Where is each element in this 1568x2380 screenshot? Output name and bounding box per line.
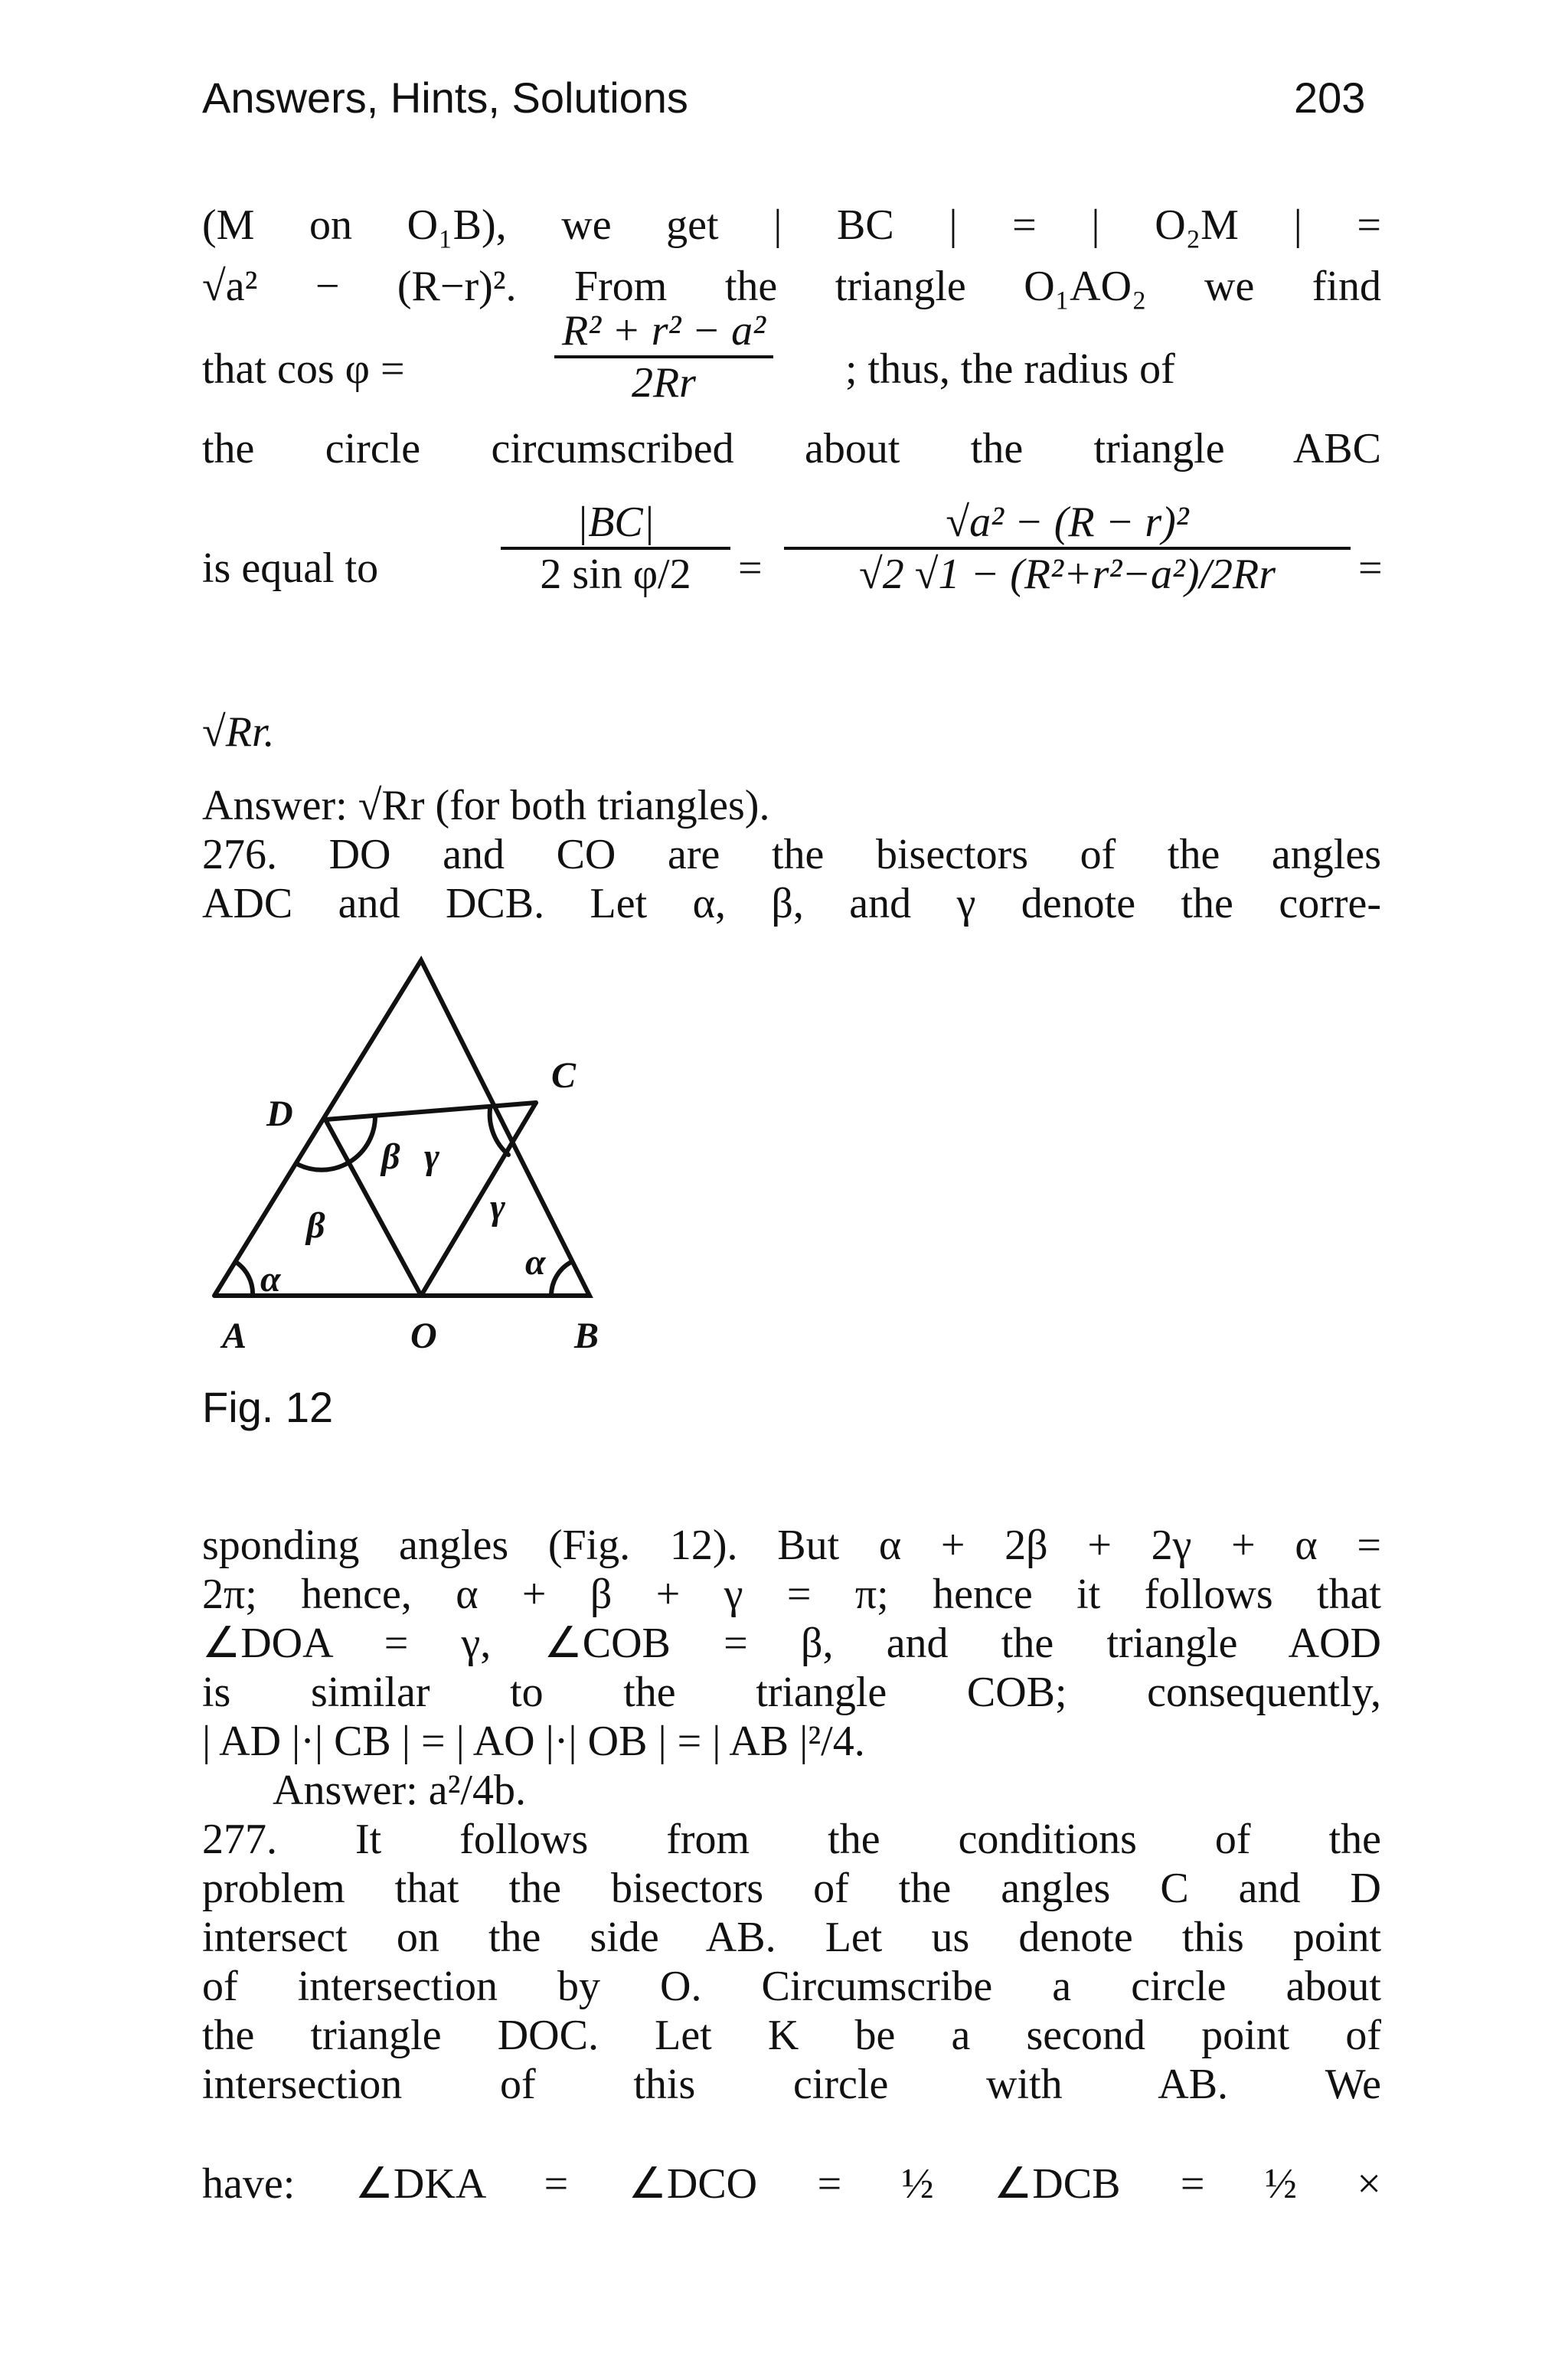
label-alpha-left: α [260, 1259, 281, 1300]
segment-do [325, 1120, 421, 1296]
text-line: is similar to the triangle COB; consequently, [202, 1669, 1381, 1716]
fraction [784, 498, 1351, 599]
label-d: D [266, 1094, 293, 1134]
numerator: R² + r² − a² [554, 306, 773, 358]
page-number: 203 [1294, 74, 1366, 122]
formula-cos-phi [202, 306, 1381, 406]
text-fragment: ; thus, the radius of [845, 345, 1175, 393]
segment-co [421, 1103, 536, 1296]
running-header: Answers, Hints, Solutions [202, 74, 688, 122]
fraction [554, 306, 773, 407]
text-line: have: ∠DKA = ∠DCO = ½ ∠DCB = ½ × [202, 2160, 1381, 2208]
segment-dc [325, 1103, 536, 1120]
label-alpha-right: α [525, 1242, 546, 1283]
label-a: A [222, 1316, 247, 1356]
arc-alpha-left [236, 1262, 253, 1296]
label-o: O [410, 1316, 437, 1356]
arc-alpha-right [551, 1262, 571, 1296]
fraction [501, 498, 730, 599]
figure-12-triangle [191, 934, 620, 1363]
text-line: intersection of this circle with AB. We [202, 2061, 1381, 2108]
text-line: √a² − (R−r)². From the triangle O₁AO₂ we find [202, 263, 1381, 310]
text-line: the circle circumscribed about the triangle ABC [202, 425, 1381, 472]
label-gamma-low: γ [490, 1187, 505, 1228]
text-line: intersect on the side AB. Let us denote this point [202, 1914, 1381, 1961]
text-fragment: is equal to [202, 544, 379, 592]
numerator: √a² − (R − r)² [784, 498, 1351, 550]
text-line: (M on O₁B), we get | BC | = | O₂M | = [202, 201, 1381, 249]
text-line: 277. It follows from the conditions of the [202, 1816, 1381, 1863]
answer-line: Answer: a²/4b. [273, 1767, 526, 1814]
label-beta-top: β [381, 1136, 400, 1177]
label-b: B [574, 1316, 599, 1356]
denominator: √2 √1 − (R²+r²−a²)/2Rr [858, 551, 1276, 598]
denominator: 2 sin φ/2 [540, 551, 691, 598]
text-line: ADC and DCB. Let α, β, and γ denote the corre- [202, 880, 1381, 927]
answer-line: Answer: √Rr (for both triangles). [202, 782, 770, 829]
numerator: |BC| [501, 498, 730, 550]
figure-caption: Fig. 12 [202, 1383, 334, 1431]
label-gamma-top: γ [424, 1136, 439, 1177]
text-line: of intersection by O. Circumscribe a circle about [202, 1963, 1381, 2010]
text-line: 276. DO and CO are the bisectors of the angles [202, 831, 1381, 878]
text-line: sponding angles (Fig. 12). But α + 2β + 2γ + α = [202, 1522, 1381, 1569]
label-c: C [551, 1055, 577, 1096]
label-beta-low: β [306, 1205, 325, 1246]
text-fragment: that cos φ = [202, 345, 405, 393]
denominator: 2Rr [631, 359, 696, 407]
text-line: ∠DOA = γ, ∠COB = β, and the triangle AOD [202, 1620, 1381, 1667]
text-line: problem that the bisectors of the angles C and D [202, 1865, 1381, 1912]
text-line: the triangle DOC. Let K be a second point of [202, 2012, 1381, 2059]
text-line: | AD |·| CB | = | AO |·| OB | = | AB |²/4. [202, 1718, 865, 1765]
formula-radius: is equal to $\frac{|BC|}{\text{2 sin φ/2}}$ = $\frac{\text{√a² − (R − r)²}}{\text{√2 √1 − (R²+r²−a²)/2Rr}}$ = [202, 499, 1383, 598]
text-line: √Rr. [202, 708, 275, 756]
text-line: 2π; hence, α + β + γ = π; hence it follows that [202, 1571, 1381, 1618]
